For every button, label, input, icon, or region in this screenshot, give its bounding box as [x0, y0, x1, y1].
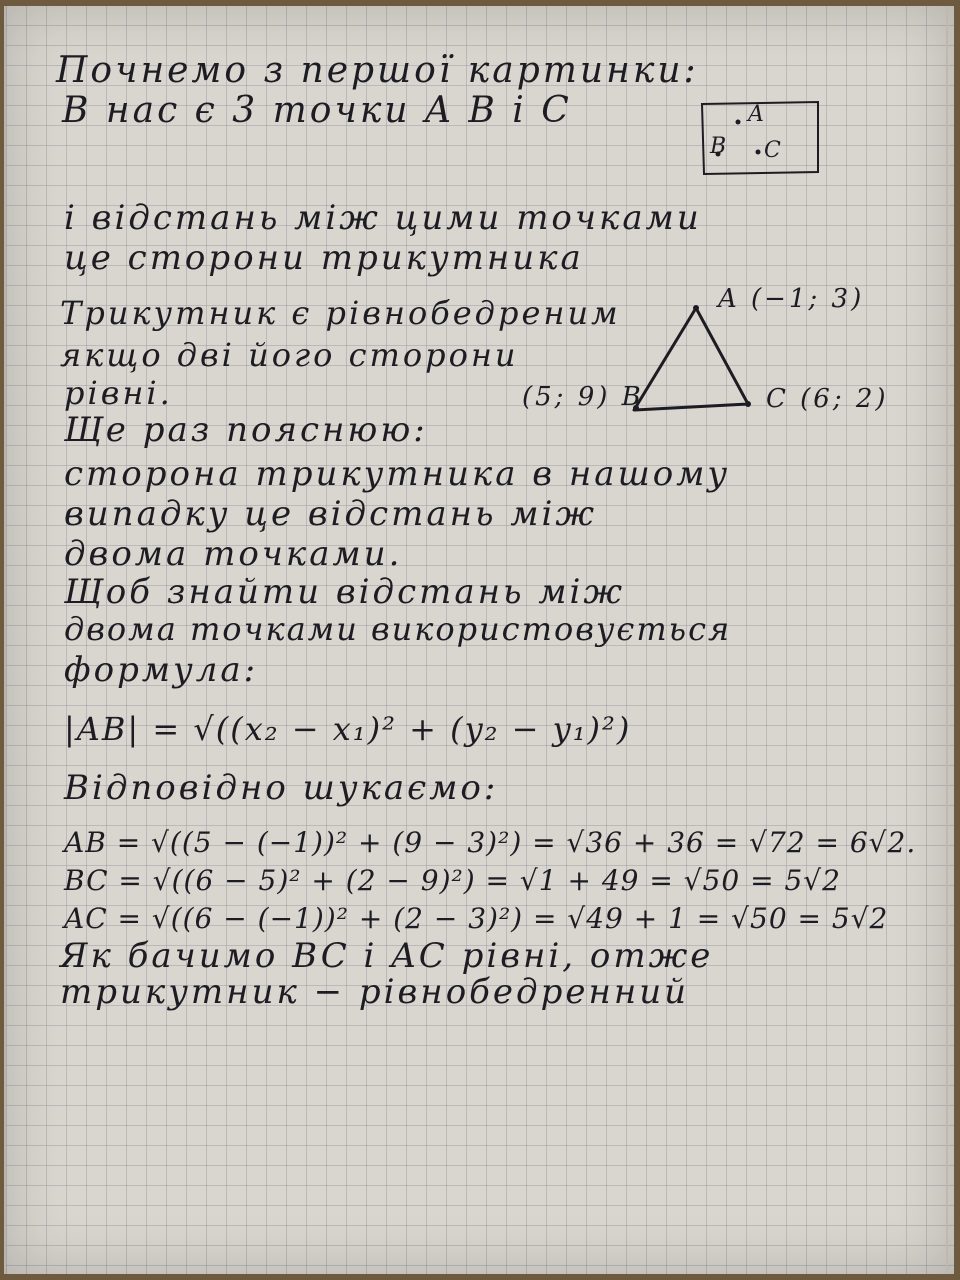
text-line-8: Ще раз пояснюю: — [64, 410, 428, 450]
results-intro: Відповідно шукаємо: — [64, 768, 499, 808]
calc-ac: AC = √((6 − (−1))² + (2 − 3)²) = √49 + 1 = √50 = 5√2 — [64, 902, 889, 935]
triangle-label-c: C (6; 2) — [766, 384, 889, 414]
text-line-6: якщо дві його сторони — [60, 336, 519, 374]
text-line-1: Почнемо з першої картинки: — [56, 50, 699, 91]
text-line-5: Трикутник є рівнобедреним — [60, 294, 621, 332]
triangle-vertex-a — [693, 305, 699, 311]
text-line-9: сторона трикутника в нашому — [64, 454, 731, 494]
text-line-4: це сторони трикутника — [64, 238, 584, 278]
conclusion-line-1: Як бачимо BC і AC рівні, отже — [60, 936, 714, 976]
triangle-outline — [634, 308, 748, 410]
triangle-vertex-c — [745, 401, 751, 407]
distance-formula: |AB| = √((x₂ − x₁)² + (y₂ − y₁)²) — [64, 710, 632, 748]
text-line-13: двома точками використовується — [64, 610, 732, 648]
sketch-label-a: A — [748, 102, 765, 127]
triangle-label-b: (5; 9) B — [522, 382, 644, 412]
triangle-label-a: A (−1; 3) — [718, 284, 865, 314]
text-line-14: формула: — [64, 650, 259, 690]
conclusion-line-2: трикутник − рівнобедренний — [60, 972, 690, 1012]
text-line-10: випадку це відстань між — [64, 494, 598, 534]
text-line-11: двома точками. — [64, 534, 403, 574]
sketch-label-b: B — [710, 134, 728, 159]
notebook-page — [4, 6, 954, 1274]
text-line-7: рівні. — [64, 374, 173, 412]
sketch-label-c: C — [764, 138, 782, 163]
triangle-drawing — [6, 6, 954, 1274]
text-line-3: і відстань між цими точками — [64, 198, 702, 238]
calc-bc: BC = √((6 − 5)² + (2 − 9)²) = √1 + 49 = √50 = 5√2 — [64, 864, 841, 897]
calc-ab: AB = √((5 − (−1))² + (9 − 3)²) = √36 + 36 = √72 = 6√2. — [64, 826, 917, 859]
text-line-12: Щоб знайти відстань між — [64, 572, 626, 612]
text-line-2: В нас є 3 точки A B i C — [62, 90, 572, 131]
